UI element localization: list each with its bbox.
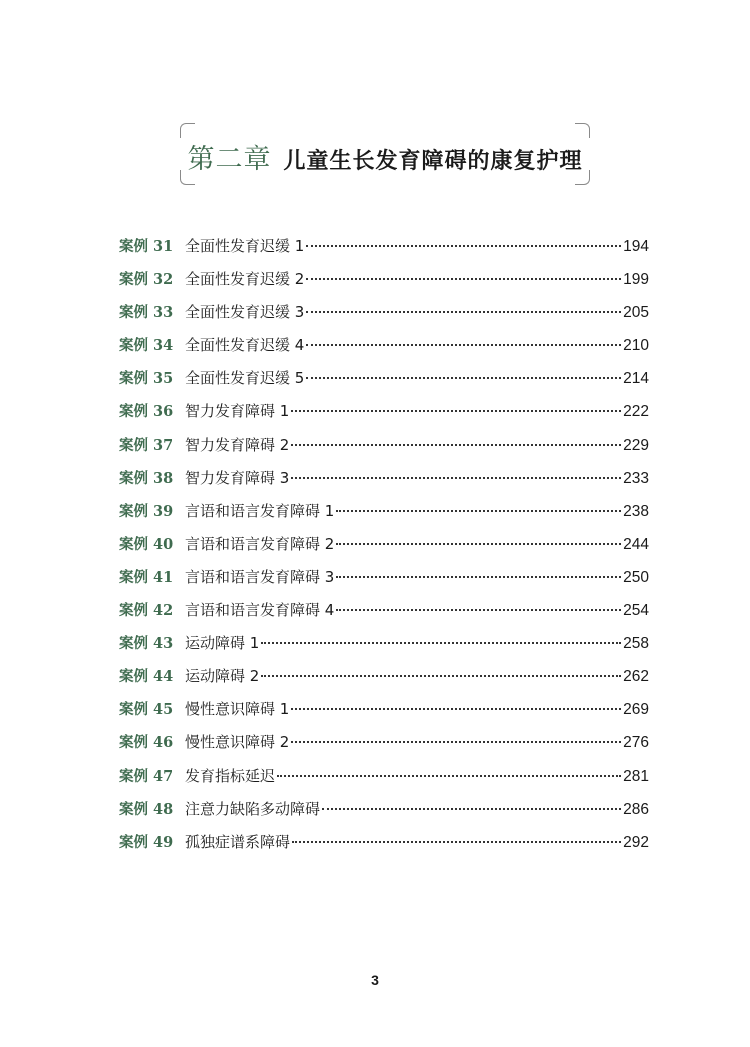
toc-entry[interactable]	[119, 462, 649, 495]
toc-dot-leader	[336, 608, 621, 611]
toc-case-label: 案例 33	[119, 304, 174, 322]
toc-page-number: 210	[623, 337, 649, 355]
toc-entry[interactable]	[119, 528, 649, 561]
toc-page-number: 229	[623, 436, 649, 454]
toc-page-number: 258	[623, 635, 649, 653]
toc-entry[interactable]	[119, 230, 649, 263]
toc-case-label: 案例 42	[119, 602, 174, 620]
toc-case-label: 案例 35	[119, 370, 174, 388]
toc-entry-title: 言语和语言发育障碍 1	[185, 501, 335, 520]
toc-entry[interactable]	[119, 561, 649, 594]
chapter-number: 第二章	[187, 144, 272, 175]
toc-entry-title: 全面性发育迟缓 5	[185, 369, 305, 388]
toc-page-number: 281	[623, 767, 649, 785]
toc-dot-leader	[261, 641, 621, 644]
toc-case-label: 案例 41	[119, 568, 174, 586]
frame-corner-top-right	[575, 123, 590, 138]
toc-case-label: 案例 46	[119, 734, 174, 752]
toc-entry[interactable]	[119, 627, 649, 660]
toc-case-label: 案例 37	[119, 436, 174, 454]
toc-dot-leader	[291, 409, 621, 412]
toc-page-number: 286	[623, 800, 649, 818]
toc-entry-title: 慢性意识障碍 1	[185, 700, 290, 719]
toc-case-label: 案例 39	[119, 502, 174, 520]
toc-page-number: 199	[623, 271, 649, 289]
page-number: 3	[371, 972, 379, 988]
toc-entry[interactable]	[119, 594, 649, 627]
toc-entry[interactable]	[119, 395, 649, 428]
toc-entry-title: 智力发育障碍 3	[185, 468, 290, 487]
toc-case-label: 案例 36	[119, 403, 174, 421]
toc-dot-leader	[261, 674, 621, 677]
toc-dot-leader	[292, 840, 621, 843]
toc-entry[interactable]	[119, 495, 649, 528]
toc-case-label: 案例 48	[119, 800, 174, 818]
toc-dot-leader	[336, 542, 621, 545]
toc-case-label: 案例 47	[119, 767, 174, 785]
toc-case-label: 案例 40	[119, 535, 174, 553]
toc-dot-leader	[291, 443, 621, 446]
toc-entry-title: 言语和语言发育障碍 2	[185, 534, 335, 553]
toc-entry-title: 发育指标延迟	[185, 766, 276, 785]
toc-dot-leader	[322, 807, 621, 810]
toc-dot-leader	[306, 376, 621, 379]
toc-dot-leader	[306, 343, 621, 346]
toc-page-number: 238	[623, 502, 649, 520]
toc-dot-leader	[291, 740, 621, 743]
toc-entry-title: 言语和语言发育障碍 3	[185, 567, 335, 586]
toc-entry[interactable]	[119, 429, 649, 462]
toc-entry-title: 智力发育障碍 2	[185, 435, 290, 454]
toc-case-label: 案例 32	[119, 271, 174, 289]
toc-page-number: 250	[623, 568, 649, 586]
toc-dot-leader	[336, 509, 621, 512]
toc-case-label: 案例 45	[119, 701, 174, 719]
toc-case-label: 案例 34	[119, 337, 174, 355]
toc-dot-leader	[291, 476, 621, 479]
toc-dot-leader	[336, 575, 621, 578]
toc-case-label: 案例 43	[119, 635, 174, 653]
toc-entry-title: 全面性发育迟缓 3	[185, 303, 305, 322]
toc-entry-title: 孤独症谱系障碍	[185, 832, 291, 851]
toc-page-number: 254	[623, 602, 649, 620]
toc-page-number: 292	[623, 833, 649, 851]
toc-entry[interactable]	[119, 329, 649, 362]
toc-dot-leader	[306, 244, 621, 247]
toc-entry[interactable]	[119, 660, 649, 693]
toc-entry-title: 智力发育障碍 1	[185, 402, 290, 421]
toc-case-label: 案例 49	[119, 833, 174, 851]
toc-entry[interactable]	[119, 362, 649, 395]
toc-page-number: 276	[623, 734, 649, 752]
toc-entry-title: 全面性发育迟缓 2	[185, 270, 305, 289]
chapter-name: 儿童生长发育障碍的康复护理	[283, 149, 583, 174]
chapter-heading-frame	[180, 123, 590, 185]
toc-entry-title: 全面性发育迟缓 4	[185, 336, 305, 355]
toc-entry[interactable]	[119, 760, 649, 793]
toc-entry-title: 运动障碍 1	[185, 634, 260, 653]
toc-page-number: 244	[623, 535, 649, 553]
toc-dot-leader	[306, 310, 621, 313]
toc-page-number: 262	[623, 668, 649, 686]
toc-entry-title: 运动障碍 2	[185, 667, 260, 686]
toc-page-number: 214	[623, 370, 649, 388]
table-of-contents	[119, 230, 649, 859]
toc-entry[interactable]	[119, 793, 649, 826]
toc-page-number: 269	[623, 701, 649, 719]
toc-entry[interactable]	[119, 263, 649, 296]
toc-page-number: 233	[623, 469, 649, 487]
toc-case-label: 案例 38	[119, 469, 174, 487]
toc-dot-leader	[277, 774, 621, 777]
toc-dot-leader	[306, 277, 621, 280]
toc-dot-leader	[291, 707, 621, 710]
toc-entry[interactable]	[119, 296, 649, 329]
toc-case-label: 案例 31	[119, 238, 174, 255]
toc-entry[interactable]	[119, 693, 649, 726]
toc-page-number: 205	[623, 304, 649, 322]
frame-corner-top-left	[180, 123, 195, 138]
toc-case-label: 案例 44	[119, 668, 174, 686]
toc-entry-title: 全面性发育迟缓 1	[185, 237, 305, 255]
toc-entry-title: 注意力缺陷多动障碍	[185, 799, 321, 818]
toc-page-number: 222	[623, 403, 649, 421]
toc-entry[interactable]	[119, 726, 649, 759]
toc-entry-title: 慢性意识障碍 2	[185, 733, 290, 752]
toc-entry[interactable]	[119, 826, 649, 859]
chapter-title	[180, 137, 590, 176]
toc-entry-title: 言语和语言发育障碍 4	[185, 601, 335, 620]
toc-page-number: 194	[623, 238, 649, 255]
